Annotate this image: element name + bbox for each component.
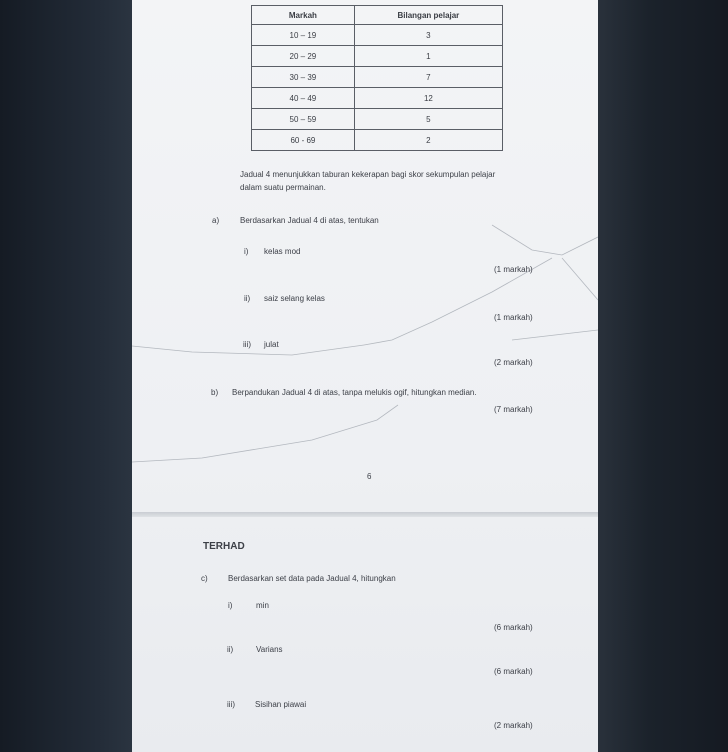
part-c-item-num: iii) <box>227 700 235 709</box>
part-a-label: a) <box>212 216 220 225</box>
part-a-item-marks: (1 markah) <box>494 313 533 322</box>
part-a-item-num: ii) <box>244 294 251 303</box>
table-row <box>252 25 503 46</box>
table-header-markah: Markah <box>252 6 355 25</box>
part-c-item-num: i) <box>228 601 233 610</box>
table-cell-class: 10 – 19 <box>252 25 355 46</box>
part-a-item-text: julat <box>264 340 279 349</box>
part-b-marks: (7 markah) <box>494 405 533 414</box>
table-cell-frequency: 12 <box>354 88 502 109</box>
part-a-item-text: saiz selang kelas <box>264 294 325 303</box>
table-header-bilangan: Bilangan pelajar <box>354 6 502 25</box>
table-caption-line1: Jadual 4 menunjukkan taburan kekerapan bagi skor sekumpulan pelajar <box>240 170 496 179</box>
part-a-item-marks: (1 markah) <box>494 265 533 274</box>
table-header-row <box>252 6 503 25</box>
table-cell-frequency: 3 <box>354 25 502 46</box>
table-row <box>252 130 503 151</box>
terhad-heading: TERHAD <box>203 541 245 552</box>
part-c-item-text: Varians <box>256 645 283 654</box>
part-a-item-text: kelas mod <box>264 247 301 256</box>
part-c-label: c) <box>201 574 208 583</box>
table-cell-class: 20 – 29 <box>252 46 355 67</box>
part-c-item-num: ii) <box>227 645 234 654</box>
table-row <box>252 67 503 88</box>
part-a-question: Berdasarkan Jadual 4 di atas, tentukan <box>240 216 379 225</box>
table-caption-line2: dalam suatu permainan. <box>240 183 326 192</box>
part-a-item-num: i) <box>244 247 249 256</box>
background-right <box>596 0 728 752</box>
part-a-item-marks: (2 markah) <box>494 358 533 367</box>
table-row <box>252 88 503 109</box>
part-b-label: b) <box>211 388 219 397</box>
part-c-item-marks: (2 markah) <box>494 721 533 730</box>
background-left <box>0 0 140 752</box>
table-cell-class: 60 - 69 <box>252 130 355 151</box>
part-c-item-marks: (6 markah) <box>494 667 533 676</box>
table-cell-frequency: 1 <box>354 46 502 67</box>
part-c-item-marks: (6 markah) <box>494 623 533 632</box>
table-cell-frequency: 5 <box>354 109 502 130</box>
table-row <box>252 109 503 130</box>
table-cell-frequency: 2 <box>354 130 502 151</box>
page-number: 6 <box>367 472 372 481</box>
table-row <box>252 46 503 67</box>
table-cell-frequency: 7 <box>354 67 502 88</box>
part-c-item-text: Sisihan piawai <box>255 700 307 709</box>
frequency-table <box>251 5 503 151</box>
part-c-item-text: min <box>256 601 269 610</box>
part-a-item-num: iii) <box>243 340 251 349</box>
table-cell-class: 50 – 59 <box>252 109 355 130</box>
part-b-question: Berpandukan Jadual 4 di atas, tanpa melukis ogif, hitungkan median. <box>232 388 477 397</box>
table-cell-class: 40 – 49 <box>252 88 355 109</box>
part-c-question: Berdasarkan set data pada Jadual 4, hitungkan <box>228 574 396 583</box>
table-cell-class: 30 – 39 <box>252 67 355 88</box>
